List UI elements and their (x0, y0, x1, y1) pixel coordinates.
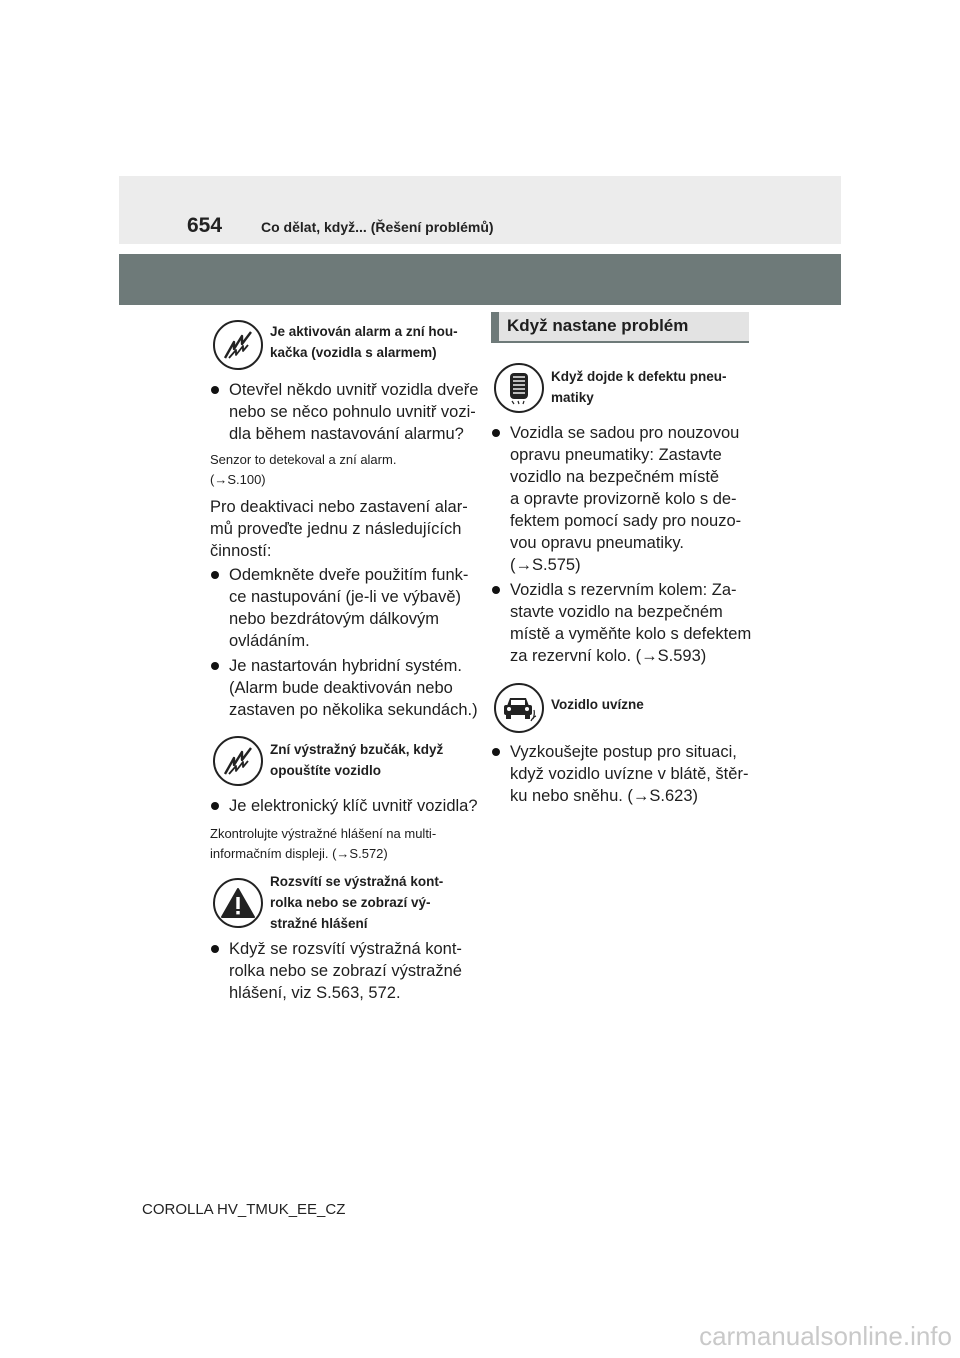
flat-tire-icon (494, 363, 544, 413)
chapter-title: Co dělat, když... (Řešení problémů) (261, 219, 494, 235)
watermark: carmanualsonline.info (699, 1321, 952, 1351)
key-note: Zkontrolujte výstražné hlášení na multi- informačním displeji. (→S.572) (210, 826, 437, 861)
page-number: 654 (187, 214, 223, 237)
unlock-bullet: Odemkněte dveře použitím funk- ce nastupování (je-li ve výbavě) nebo bezdrátovým dálkovým ovládáním. (210, 564, 468, 652)
sensor-note: Senzor to detekoval a zní alarm. (→S.100) (210, 452, 397, 487)
buzzer-bolt-icon (213, 736, 263, 786)
alarm-bullet: Otevřel někdo uvnitř vozidla dveře nebo se něco pohnulo uvnitř vozi- dla během nastavování alarmu? (210, 379, 478, 445)
stuck-bullet: Vyzkoušejte postup pro situaci, když vozidlo uvízne v blátě, štěr- ku nebo sněhu. (→S.623) (491, 741, 748, 807)
warning-bullet: Když se rozsvítí výstražná kont- rolka nebo se zobrazí výstražné hlášení, viz S.563, 572. (210, 938, 462, 1004)
deactivate-intro: Pro deaktivaci nebo zastavení alar- mů proveďte jednu z následujících činností: (210, 498, 468, 560)
section-heading: Když nastane problém (491, 312, 749, 343)
warning-triangle-icon (213, 878, 263, 928)
section-band (119, 254, 841, 305)
stuck-car-icon (494, 683, 544, 733)
tire-icon-label: Když dojde k defektu pneu- matiky (551, 369, 727, 405)
stuck-icon-label: Vozidlo uvízne (551, 697, 644, 712)
alarm-bolt-icon (213, 320, 263, 370)
spare-bullet: Vozidla s rezervním kolem: Za- stavte vozidlo na bezpečném místě a vyměňte kolo s defektem za rezervní kolo. (→S.593) (491, 579, 751, 667)
hybrid-bullet: Je nastartován hybridní systém. (Alarm bude deaktivován nebo zastaven po několika sekundách.) (210, 655, 478, 721)
buzzer-icon-label: Zní výstražný bzučák, když opouštíte vozidlo (270, 742, 444, 778)
alarm-icon-label: Je aktivován alarm a zní hou- kačka (vozidla s alarmem) (270, 324, 458, 360)
footer-model: COROLLA HV_TMUK_EE_CZ (142, 1201, 346, 1218)
warning-icon-label: Rozsvítí se výstražná kont- rolka nebo se zobrazí vý- stražné hlášení (270, 874, 444, 931)
repair-bullet: Vozidla se sadou pro nouzovou opravu pneumatiky: Zastavte vozidlo na bezpečném místě a opravte provizorně kolo s de- fektem pomocí sady pro nouzo- vou opravu pneumatiky. (→S.575) (491, 422, 741, 576)
key-bullet: Je elektronický klíč uvnitř vozidla? (210, 795, 478, 817)
